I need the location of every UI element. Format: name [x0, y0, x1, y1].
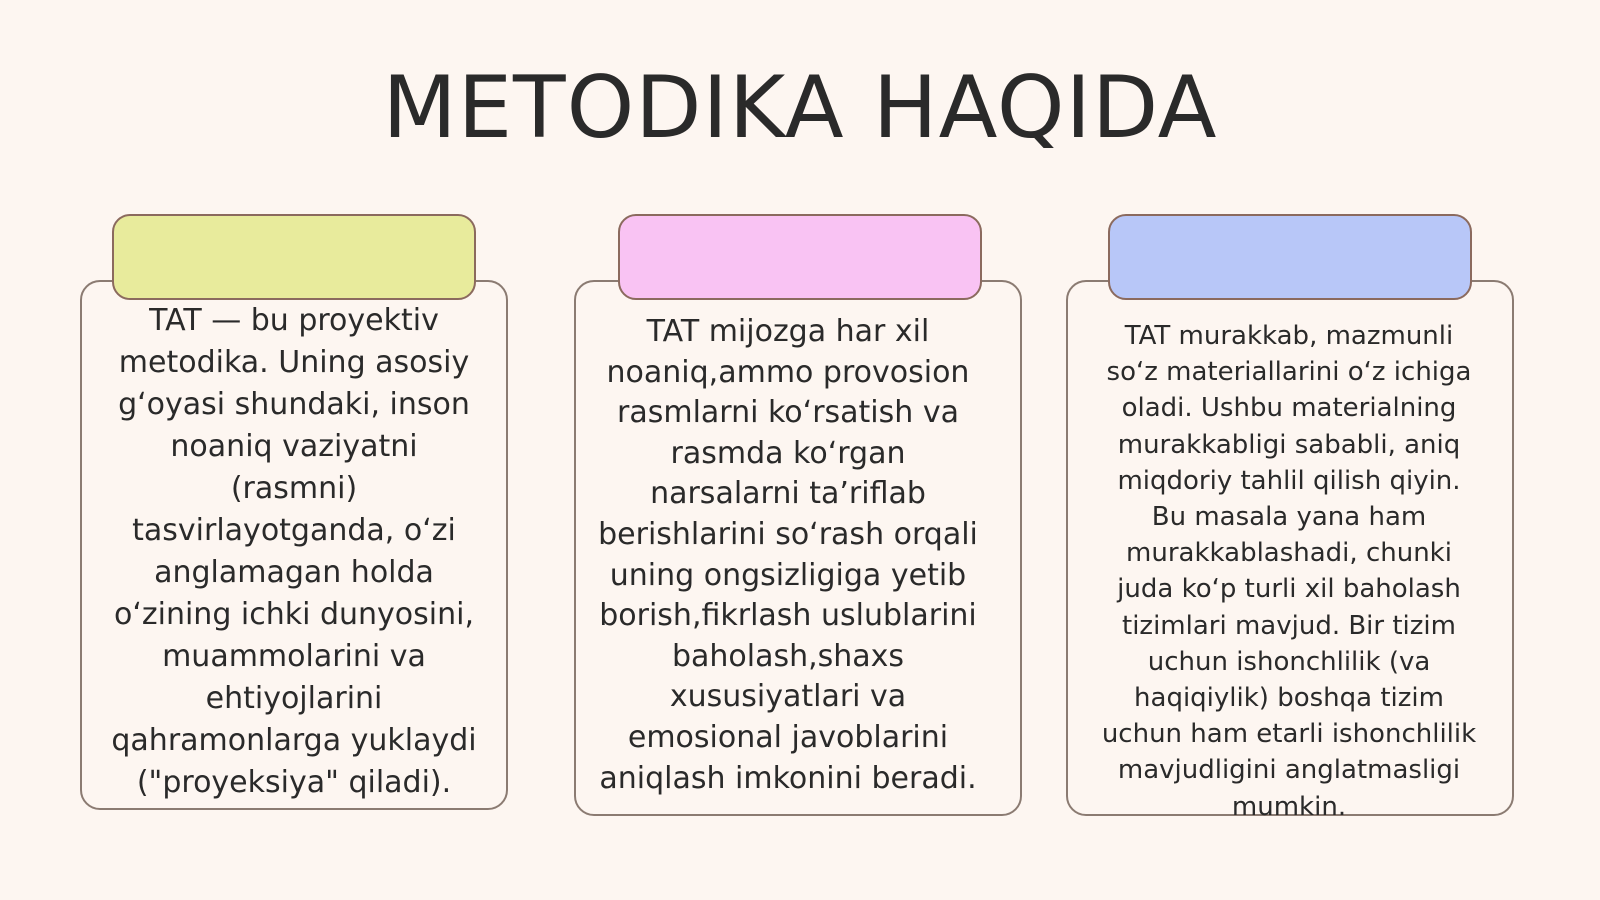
card-text: TAT murakkab, mazmunli so‘z materiallarini o‘z ichiga oladi. Ushbu materialning murakkabligi sababli, aniq miqdoriy tahlil qilish qiyin. Bu masala yana ham murakkablashadi, chunki juda ko‘p turli xil baholash tizimlari mavjud. Bir tizim uchun ishonchlilik (va haqiqiylik) boshqa tizim uchun ham etarli ishonchlilik mavjudligini anglatmasligi mumkin.: [1101, 321, 1477, 822]
card-header-tab: [618, 214, 982, 300]
card-header-tab: [112, 214, 476, 300]
card-text: TAT — bu proyektiv metodika. Uning asosiy g‘oyasi shundaki, inson noaniq vaziyatni (rasmni) tasvirlayotganda, o‘zi anglamagan holda o‘zining ichki dunyosini, muammolarini va ehtiyojlarini qahramonlarga yuklaydi ("proyeksiya" qiladi).: [111, 303, 477, 800]
slide-title: METODIKA HAQIDA: [382, 58, 1218, 158]
card-text: TAT mijozga har xil noaniq,ammo provosion rasmlarni ko‘rsatish va rasmda ko‘rgan narsalarni ta’riflab berishlarini so‘rash orqali uning ongsizligiga yetib borish,fikrlash uslublarini baholash,shaxs xususiyatlari va emosional javoblarini aniqlash imkonini beradi.: [598, 314, 978, 796]
card-header-tab: [1108, 214, 1472, 300]
